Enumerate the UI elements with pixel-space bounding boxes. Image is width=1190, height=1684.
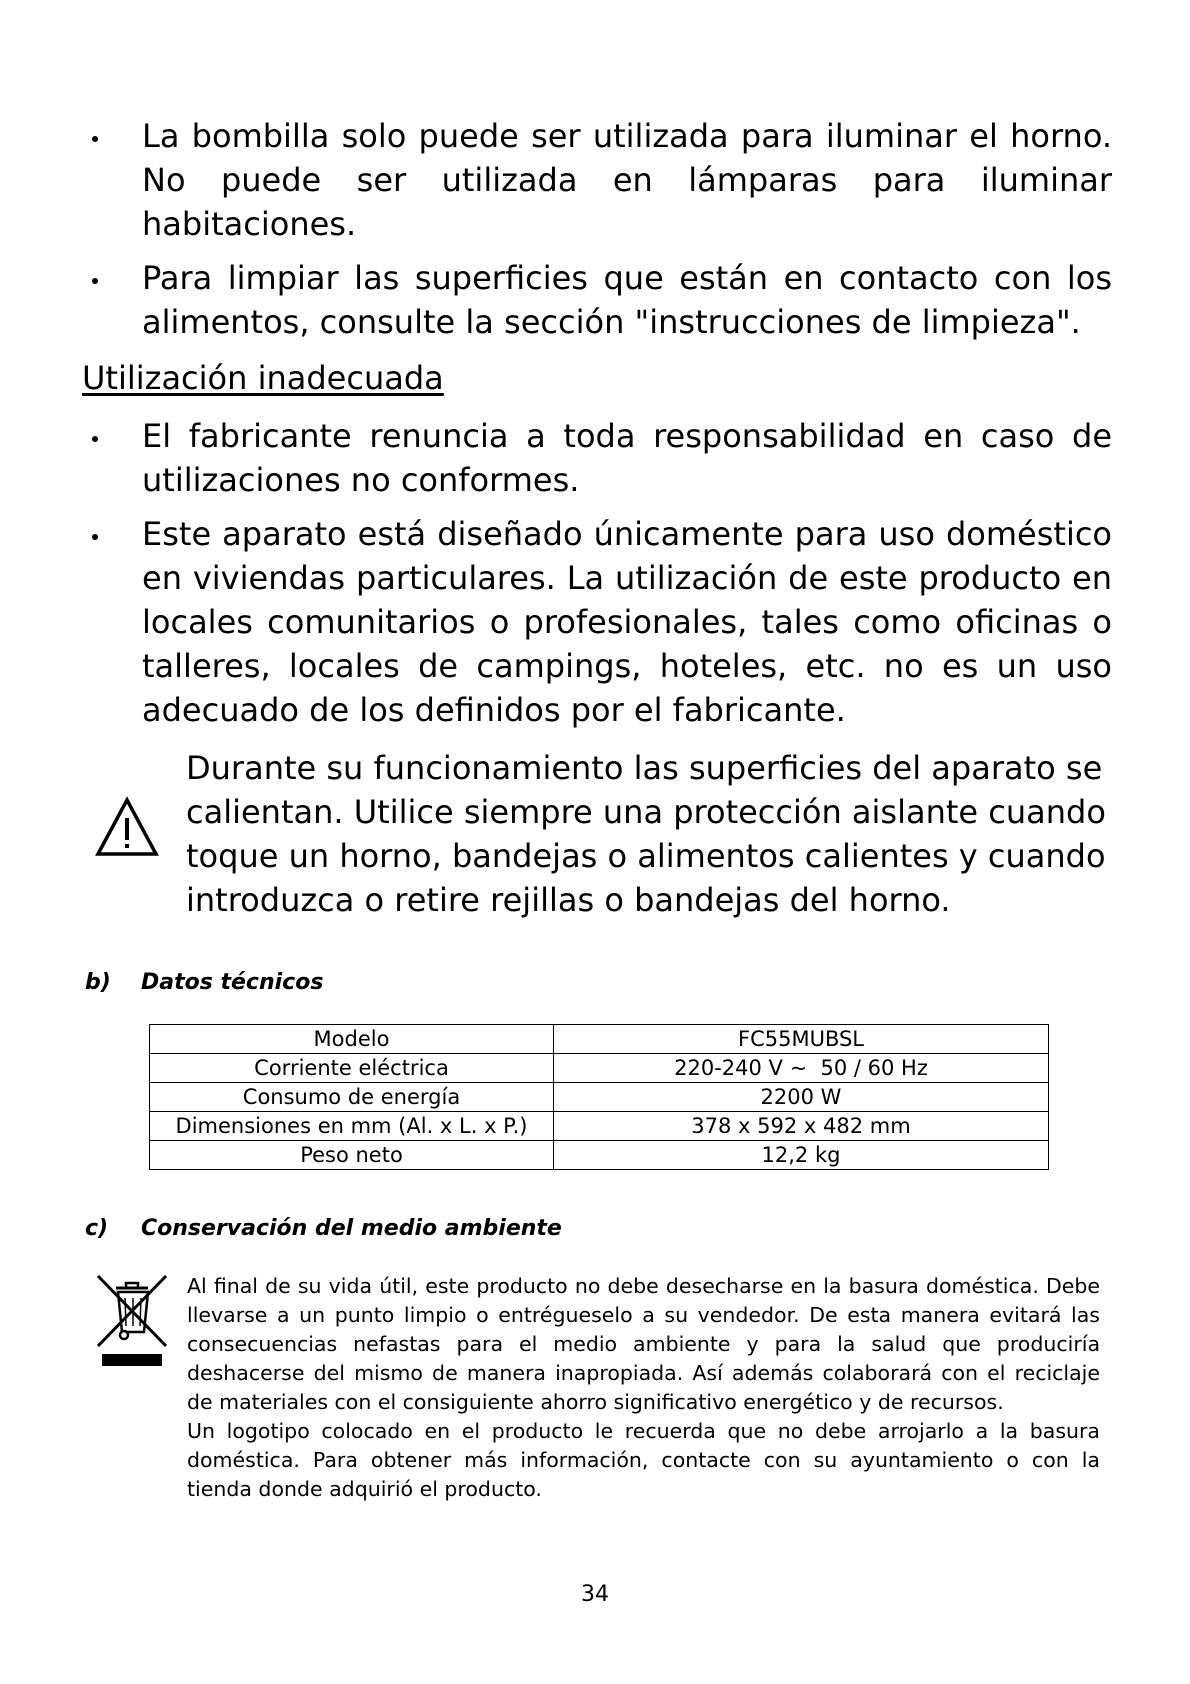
bulb-cleaning-list	[82, 114, 1112, 354]
bullet-text: Este aparato está diseñado únicamente para uso doméstico en viviendas particulares. La utilización de este producto en locales comunitarios o profesionales, tales como oficinas o talleres, locales de campings, hoteles, etc. no es un uso adecuado de los definidos por el fabricante.	[142, 515, 1112, 729]
technical-data-heading	[85, 968, 323, 998]
list-item	[82, 114, 1112, 246]
spec-value: 220-240 V ~ 50 / 60 Hz	[554, 1054, 1049, 1083]
table-row	[150, 1025, 1049, 1054]
bullet-text: El fabricante renuncia a toda responsabilidad en caso de utilizaciones no conformes.	[142, 417, 1112, 499]
paragraph: Un logotipo colocado en el producto le recuerda que no debe arrojarlo a la basura doméstica. Para obtener más información, contacte con su ayuntamiento o con la tienda donde adquirió el producto.	[187, 1419, 1100, 1501]
table-row	[150, 1054, 1049, 1083]
table-row	[150, 1112, 1049, 1141]
bullet-icon	[92, 436, 98, 442]
bullet-text: La bombilla solo puede ser utilizada para iluminar el horno. No puede ser utilizada en lámparas para iluminar habitaciones.	[142, 117, 1112, 243]
spec-label: Corriente eléctrica	[150, 1054, 554, 1083]
table-row	[150, 1141, 1049, 1170]
section-label: b)	[85, 970, 111, 995]
spec-value: 12,2 kg	[554, 1141, 1049, 1170]
misuse-list	[82, 414, 1112, 742]
bullet-text: Para limpiar las superficies que están en contacto con los alimentos, consulte la sección "instrucciones de limpieza".	[142, 259, 1112, 341]
hot-surface-warning	[86, 746, 1120, 926]
table-row	[150, 1083, 1049, 1112]
warning-line: calientan. Utilice siempre una protección aislante cuando	[186, 793, 1106, 831]
section-title: Datos técnicos	[141, 970, 324, 995]
bullet-icon	[92, 278, 98, 284]
crossed-out-wheelie-bin-icon	[92, 1270, 172, 1374]
spec-value: FC55MUBSL	[554, 1025, 1049, 1054]
spec-value: 2200 W	[554, 1083, 1049, 1112]
bullet-icon	[92, 534, 98, 540]
warning-line: introduzca o retire rejillas o bandejas del horno.	[186, 881, 951, 919]
environment-text	[187, 1272, 1100, 1504]
environment-heading	[85, 1214, 562, 1244]
bullet-icon	[92, 136, 98, 142]
spec-label: Peso neto	[150, 1141, 554, 1170]
misuse-heading: Utilización inadecuada	[82, 359, 444, 397]
paragraph: Al final de su vida útil, este producto no debe desecharse en la basura doméstica. Debe llevarse a un punto limpio o entrégueselo a su vendedor. De esta manera evitará las consecuencias nefastas para el medio ambiente y para la salud que produciría deshacerse del mismo de manera inapropiada. Así además colaborará con el reciclaje de materiales con el consiguiente ahorro significativo energético y de recursos.	[187, 1274, 1100, 1414]
warning-text	[186, 746, 1118, 922]
technical-data-table	[149, 1024, 1049, 1170]
spec-label: Dimensiones en mm (Al. x L. x P.)	[150, 1112, 554, 1141]
page-number: 34	[581, 1582, 609, 1607]
spec-label: Modelo	[150, 1025, 554, 1054]
warning-line: toque un horno, bandejas o alimentos calientes y cuando	[186, 837, 1106, 875]
section-title: Conservación del medio ambiente	[141, 1216, 562, 1241]
list-item	[82, 512, 1112, 732]
spec-label: Consumo de energía	[150, 1083, 554, 1112]
warning-line: Durante su funcionamiento las superficies del aparato se	[186, 749, 1103, 787]
warning-triangle-icon	[94, 796, 160, 860]
list-item	[82, 414, 1112, 502]
list-item	[82, 256, 1112, 344]
spec-value: 378 x 592 x 482 mm	[554, 1112, 1049, 1141]
section-label: c)	[85, 1216, 109, 1241]
